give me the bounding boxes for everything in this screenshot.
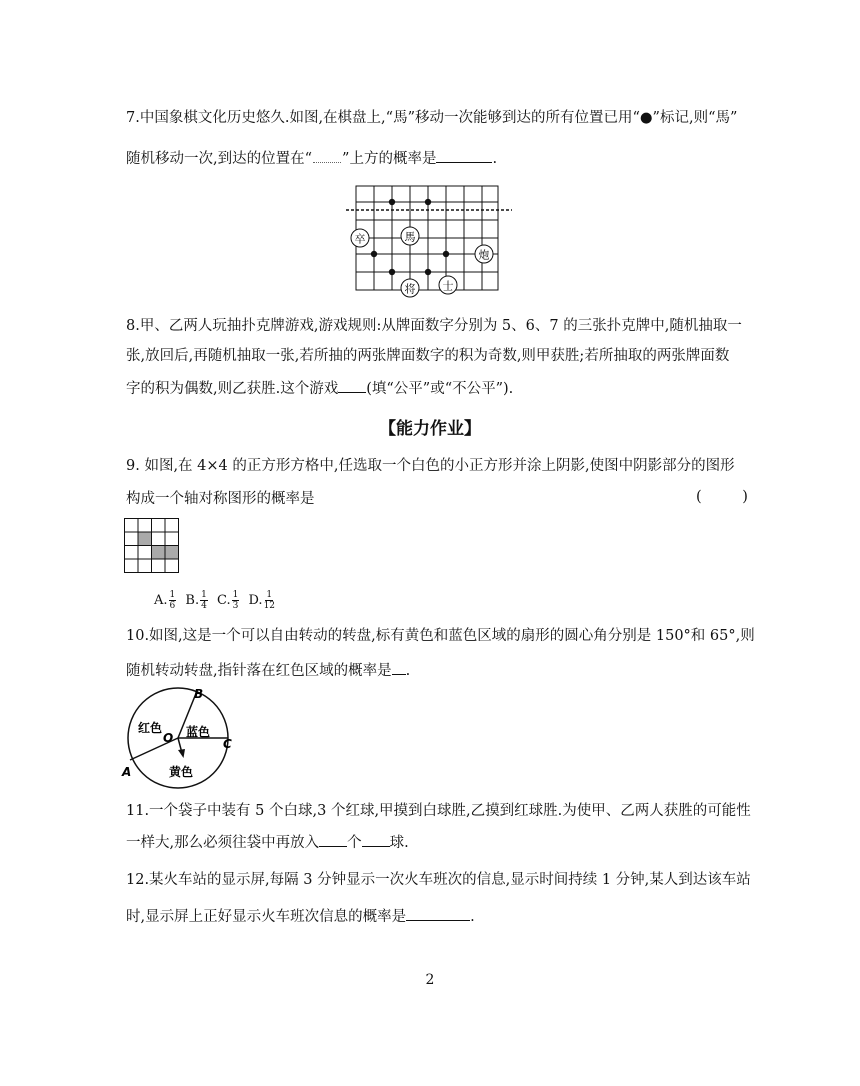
svg-text:卒: 卒 [354, 232, 366, 246]
piece-jiang [401, 279, 419, 297]
q10-answer-blank [392, 660, 406, 675]
spinner-figure [118, 686, 244, 792]
q7-line1: 7.中国象棋文化历史悠久.如图,在棋盘上,“馬”移动一次能够到达的所有位置已用“●”标记,则“馬” [126, 110, 738, 126]
q11-text-c: 球. [389, 835, 409, 851]
label-yellow: 黄色 [169, 765, 194, 779]
grid-4x4-figure [124, 518, 180, 574]
dotted-line-symbol [313, 154, 341, 163]
q7-text-b: ”上方的概率是 [342, 151, 437, 167]
label-a: A [122, 765, 132, 779]
q12-text-a: 时,显示屏上正好显示火车班次信息的概率是 [126, 909, 407, 925]
svg-text:馬: 馬 [404, 230, 416, 244]
answer-parentheses: ( ) [696, 489, 766, 505]
choice-c: C. $\frac{1}{3}$ [216, 590, 239, 611]
q9-line2: 构成一个轴对称图形的概率是 [126, 491, 315, 507]
section-heading: 【能力作业】 [379, 419, 481, 439]
q7-text-a: 随机移动一次,到达的位置在“ [126, 151, 313, 167]
q7-answer-blank [436, 148, 492, 163]
q8-text-b: (填“公平”或“不公平”). [366, 381, 514, 397]
q11-line2 [126, 832, 409, 853]
q12-answer-blank [406, 906, 470, 921]
svg-text:炮: 炮 [478, 248, 490, 262]
q12-line2 [126, 906, 475, 927]
choice-b: B. $\frac{1}{4}$ [185, 590, 207, 611]
q8-line1: 8.甲、乙两人玩抽扑克牌游戏,游戏规则:从牌面数字分别为 5、6、7 的三张扑克牌中,随机抽取一 [126, 318, 742, 334]
q9-line1: 9. 如图,在 4×4 的正方形方格中,任选取一个白色的小正方形并涂上阴影,使图中阴影部分的图形 [126, 458, 735, 474]
q10-text-b: . [405, 663, 411, 679]
q7-text-c: . [492, 151, 498, 167]
q11-text-a: 一样大,那么必须往袋中再放入 [126, 835, 320, 851]
q8-text-a: 字的积为偶数,则乙获胜.这个游戏 [126, 381, 339, 397]
q10-line2 [126, 660, 410, 681]
label-red: 红色 [138, 721, 163, 735]
q9-choices [154, 590, 280, 611]
q8-line3 [126, 378, 513, 399]
label-o: O [163, 731, 174, 745]
piece-ma [401, 227, 419, 245]
chessboard-figure [344, 182, 516, 302]
label-b: B [194, 687, 204, 701]
q10-text-a: 随机转动转盘,指针落在红色区域的概率是 [126, 663, 392, 679]
q12-line1: 12.某火车站的显示屏,每隔 3 分钟显示一次火车班次的信息,显示时间持续 1 分钟,某人到达该车站 [126, 872, 751, 888]
piece-zu [351, 229, 369, 247]
q10-line1: 10.如图,这是一个可以自由转动的转盘,标有黄色和蓝色区域的扇形的圆心角分别是 150°和 65°,则 [126, 628, 755, 644]
q12-text-b: . [470, 909, 475, 925]
svg-text:将: 将 [404, 282, 416, 296]
choice-d: D. $\frac{1}{12}$ [248, 590, 276, 611]
q11-answer-blank-2 [362, 832, 390, 847]
q11-line1: 11.一个袋子中装有 5 个白球,3 个红球,甲摸到白球胜,乙摸到红球胜.为使甲、乙两人获胜的可能性 [126, 803, 751, 819]
q11-text-b: 个 [347, 835, 362, 851]
page-number: 2 [425, 972, 435, 988]
label-c: C [223, 737, 232, 751]
svg-text:士: 士 [442, 279, 454, 293]
piece-shi [439, 276, 457, 294]
label-blue: 蓝色 [186, 725, 211, 739]
q7-line2 [126, 148, 497, 169]
q8-answer-blank [338, 378, 366, 393]
piece-pao [475, 245, 493, 263]
choice-a: A. $\frac{1}{6}$ [154, 590, 176, 611]
q8-line2: 张,放回后,再随机抽取一张,若所抽的两张牌面数字的积为奇数,则甲获胜;若所抽取的两张牌面数 [126, 348, 730, 364]
q11-answer-blank-1 [319, 832, 347, 847]
